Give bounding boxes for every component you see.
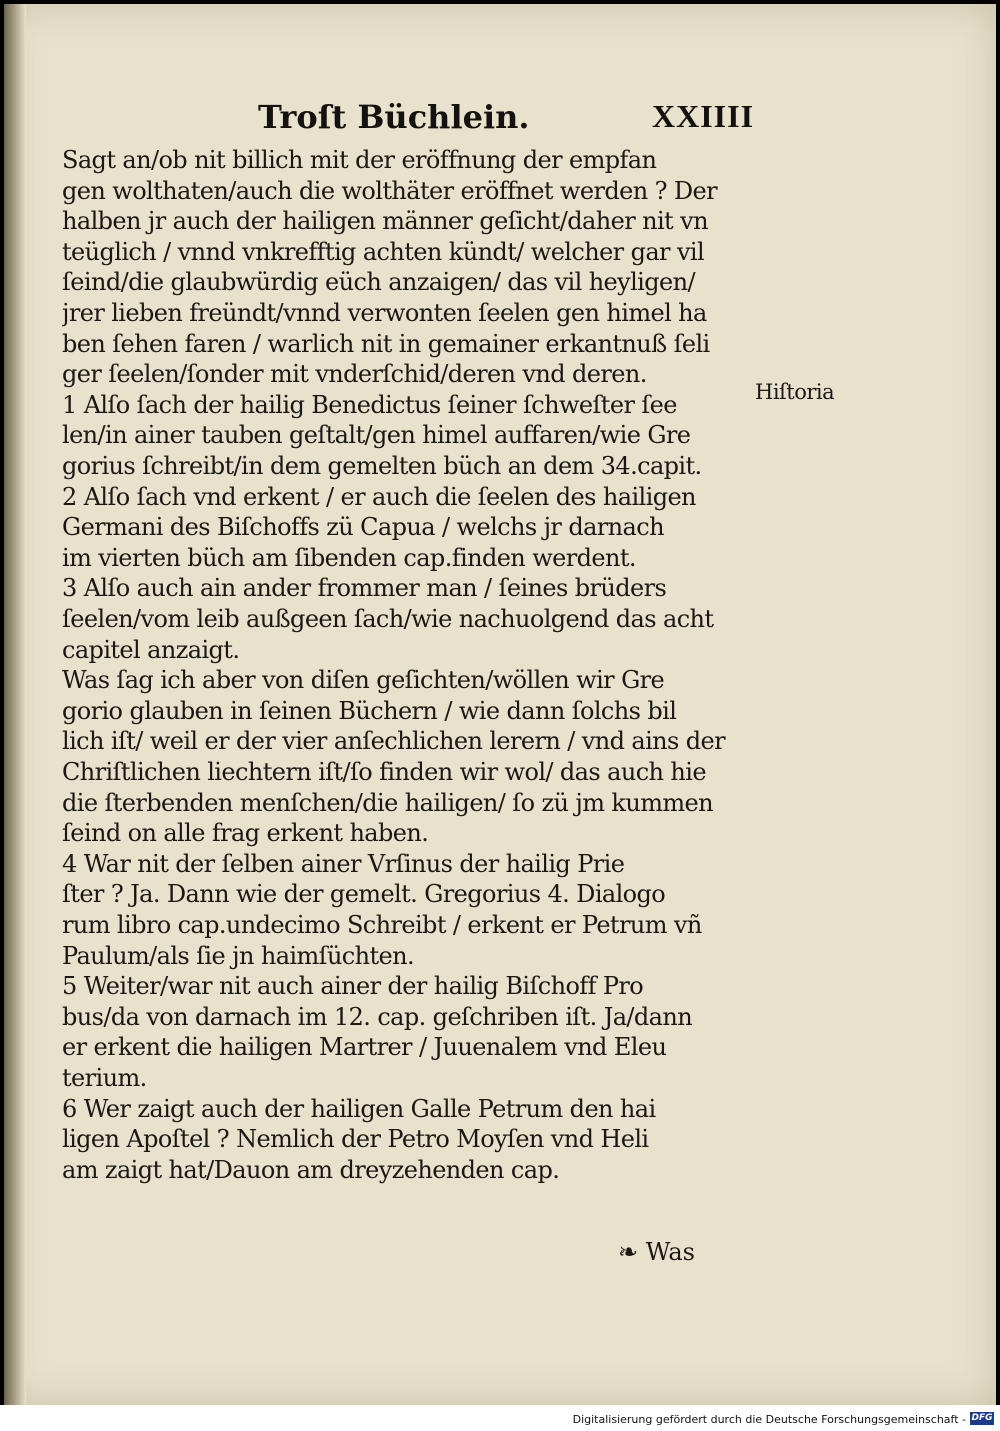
text-line: Paulum/als ſie jn haimſüchten. (62, 941, 415, 970)
text-line: 4 War nit der ſelben ainer Vrſinus der hailig Prie (62, 849, 625, 878)
text-line: ſeelen/vom leib außgeen ſach/wie nachuolgend das acht (62, 605, 714, 633)
text-line: 1 Alſo ſach der hailig Benedictus ſeiner ſchweſter ſee (62, 390, 677, 419)
dfg-logo: DFG (971, 1413, 993, 1423)
catchword (618, 1238, 695, 1266)
text-line: Was ſag ich aber von diſen geſichten/wöllen wir Gre (62, 666, 665, 695)
text-line: 5 Weiter/war nit auch ainer der hailig Biſchoff Pro (62, 972, 644, 1001)
text-line: jrer lieben freündt/vnnd verwonten ſeelen gen himel ha (62, 299, 707, 327)
text-line: len/in ainer tauben geſtalt/gen himel auffaren/wie Gre (62, 421, 691, 450)
text-line: 6 Wer zaigt auch der hailigen Galle Petrum den hai (62, 1094, 656, 1123)
running-title: Troſt Büchlein. (258, 98, 530, 136)
text-line: am zaigt hat/Dauon am dreyzehenden cap. (62, 1155, 560, 1184)
text-line: lich iſt/ weil er der vier anſechlichen lerern / vnd ains der (62, 727, 725, 756)
catchword-text: Was (645, 1238, 695, 1266)
text-line: 2 Alſo ſach vnd erkent / er auch die ſeelen des hailigen (62, 482, 696, 511)
text-line: rum libro cap.undecimo Schreibt / erkent er Petrum vñ (62, 911, 702, 939)
folio-number: XXIIII (652, 98, 755, 134)
page-gutter (4, 4, 26, 1405)
catchword-marker: ❧ (618, 1238, 639, 1266)
text-line: ſeind/die glaubwürdig eüch anzaigen/ das vil heyligen/ (62, 268, 695, 297)
text-line: 3 Alſo auch ain ander frommer man / ſeines brüders (62, 574, 667, 603)
text-line: ſter ? Ja. Dann wie der gemelt. Gregorius 4. Dialogo (62, 880, 666, 909)
text-line: Sagt an/ob nit billich mit der eröffnung der empfan (62, 146, 657, 174)
text-line: die ſterbenden menſchen/die hailigen/ ſo zü jm kummen (62, 788, 713, 817)
text-line: teüglich / vnnd vnkrefftig achten kündt/ welcher gar vil (62, 237, 705, 266)
funding-notice: Digitalisierung gefördert durch die Deutsche Forschungsgemeinschaft - (572, 1413, 966, 1426)
text-line: im vierten büch am ſibenden cap.finden werdent. (62, 543, 636, 572)
text-line: halben jr auch der hailigen männer geſicht/daher nit vn (62, 207, 708, 236)
text-line: gorio glauben in ſeinen Büchern / wie dann ſolchs bil (62, 696, 677, 725)
text-line: capitel anzaigt. (62, 635, 240, 664)
text-line: er erkent die hailigen Martrer / Juuenalem vnd Eleu (62, 1033, 667, 1062)
text-line: ger ſeelen/ſonder mit vnderſchid/deren vnd deren. (62, 360, 647, 389)
text-line: Chriſtlichen liechtern iſt/ſo finden wir wol/ das auch hie (62, 758, 706, 786)
text-line: ligen Apoſtel ? Nemlich der Petro Moyſen vnd Heli (62, 1125, 649, 1154)
text-line: terium. (62, 1064, 147, 1092)
text-line: ben ſehen faren / warlich nit in gemainer erkantnuß ſeli (62, 329, 710, 358)
margin-note: Hiſtoria (755, 380, 835, 404)
text-line: bus/da von darnach im 12. cap. geſchriben iſt. Ja/dann (62, 1002, 693, 1031)
text-line: gen wolthaten/auch die wolthäter eröffnet werden ? Der (62, 176, 718, 205)
text-line: ſeind on alle frag erkent haben. (62, 819, 429, 848)
text-line: gorius ſchreibt/in dem gemelten büch an dem 34.capit. (62, 452, 702, 480)
text-line: Germani des Biſchoffs zü Capua / welchs jr darnach (62, 513, 664, 542)
